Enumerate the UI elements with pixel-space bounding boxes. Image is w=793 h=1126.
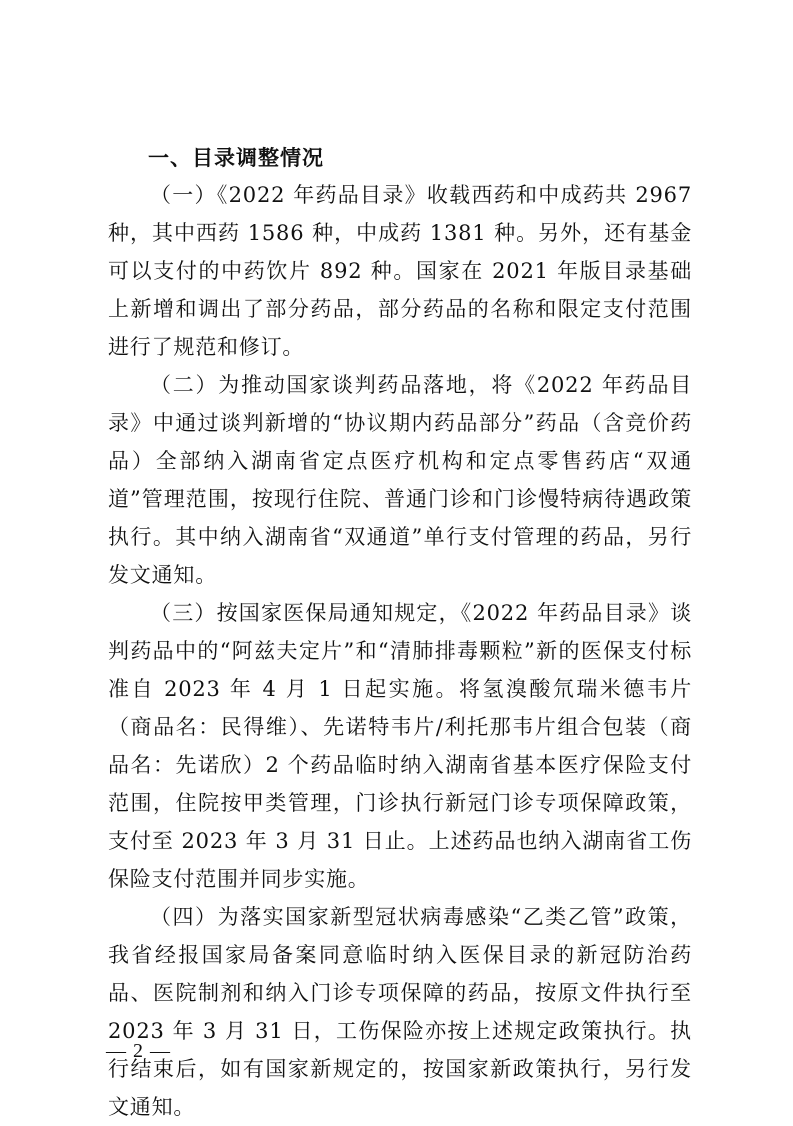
paragraph-2: （二）为推动国家谈判药品落地，将《2022 年药品目录》中通过谈判新增的“协议期内药品部分”药品（含竞价药品）全部纳入湖南省定点医疗机构和定点零售药店“双通道”管理范围，按现行住院、普通门诊和门诊慢特病待遇政策执行。其中纳入湖南省“双通道”单行支付管理的药品，另行发文通知。 [108, 373, 692, 587]
paragraph-4: （四）为落实国家新型冠状病毒感染“乙类乙管”政策，我省经报国家局备案同意临时纳入医保目录的新冠防治药品、医院制剂和纳入门诊专项保障的药品，按原文件执行至 2023 年 3 月 31 日，工伤保险亦按上述规定政策执行。执行结束后，如有国家新规定的，按国家新政策执行，另行发文通知。 [108, 905, 692, 1119]
paragraph-3: （三）按国家医保局通知规定，《2022 年药品目录》谈判药品中的“阿兹夫定片”和“清肺排毒颗粒”新的医保支付标准自 2023 年 4 月 1 日起实施。将氢溴酸氘瑞米德韦片（商品名：民得维）、先诺特韦片/利托那韦片组合包装（商品名：先诺欣）2 个药品临时纳入湖南省基本医疗保险支付范围，住院按甲类管理，门诊执行新冠门诊专项保障政策，支付至 2023 年 3 月 31 日止。上述药品也纳入湖南省工伤保险支付范围并同步实施。 [108, 601, 692, 891]
page-number: — 2 — [106, 1040, 171, 1062]
paragraph-1: （一）《2022 年药品目录》收载西药和中成药共 2967 种，其中西药 1586 种，中成药 1381 种。另外，还有基金可以支付的中药饮片 892 种。国家在 2021 年版目录基础上新增和调出了部分药品，部分药品的名称和限定支付范围进行了规范和修订。 [108, 183, 692, 359]
section-heading: 一、目录调整情况 [148, 146, 324, 170]
document-body [108, 176, 692, 1126]
